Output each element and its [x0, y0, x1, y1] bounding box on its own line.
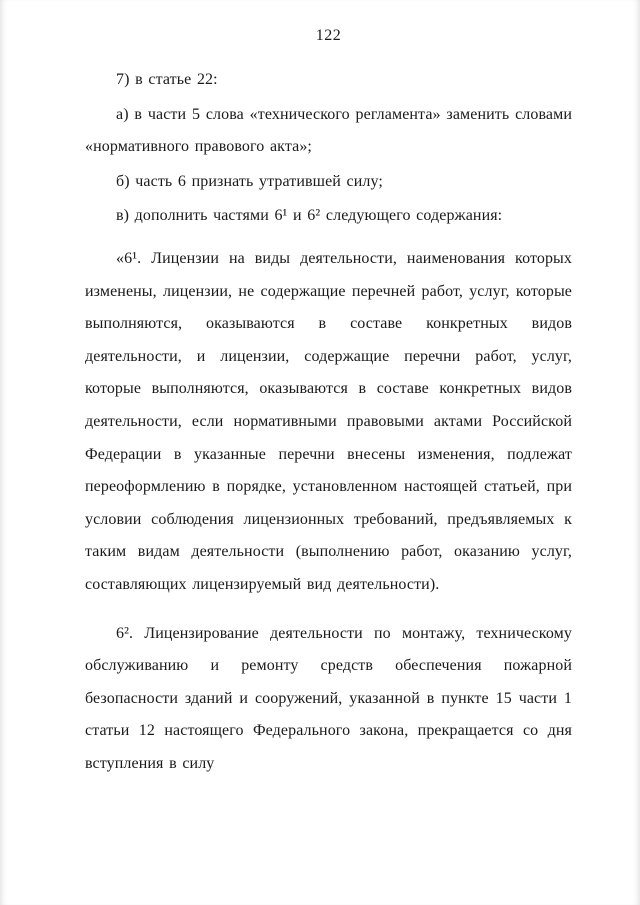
paragraph-subitem-a: а) в части 5 слова «технического регламента» заменить словами «нормативного правового акта»;: [85, 105, 572, 156]
page-number: 122: [315, 27, 342, 44]
paragraph-subitem-v: в) дополнить частями 6¹ и 6² следующего содержания:: [116, 207, 503, 225]
paragraph-subitem-b: б) часть 6 признать утратившей силу;: [116, 172, 383, 190]
paragraph-part-6-1: «6¹. Лицензии на виды деятельности, наименования которых изменены, лицензии, не содержащие перечней работ, услуг, которые выполняются, оказываются в составе конкретных видов деятельности, и лицензии, содержащие перечни работ, услуг, которые выполняются, оказываются в составе конкретных видов деятельности, если нормативными правовыми актами Российской Федерации в указанные перечни внесены изменения, подлежат переоформлению в порядке, установленном настоящей статьей, при условии соблюдения лицензионных требований, предъявляемых к таким видам деятельности (выполнению работ, оказанию услуг, составляющих лицензируемый вид деятельности).: [85, 249, 572, 593]
paragraph-article-22-intro: 7) в статье 22:: [116, 71, 218, 88]
paragraph-part-6-2: 6². Лицензирование деятельности по монтажу, техническому обслуживанию и ремонту средств обеспечения пожарной безопасности зданий и сооружений, указанной в пункте 15 части 1 статьи 12 настоящего Федерального закона, прекращается со дня вступления в силу: [85, 624, 572, 772]
